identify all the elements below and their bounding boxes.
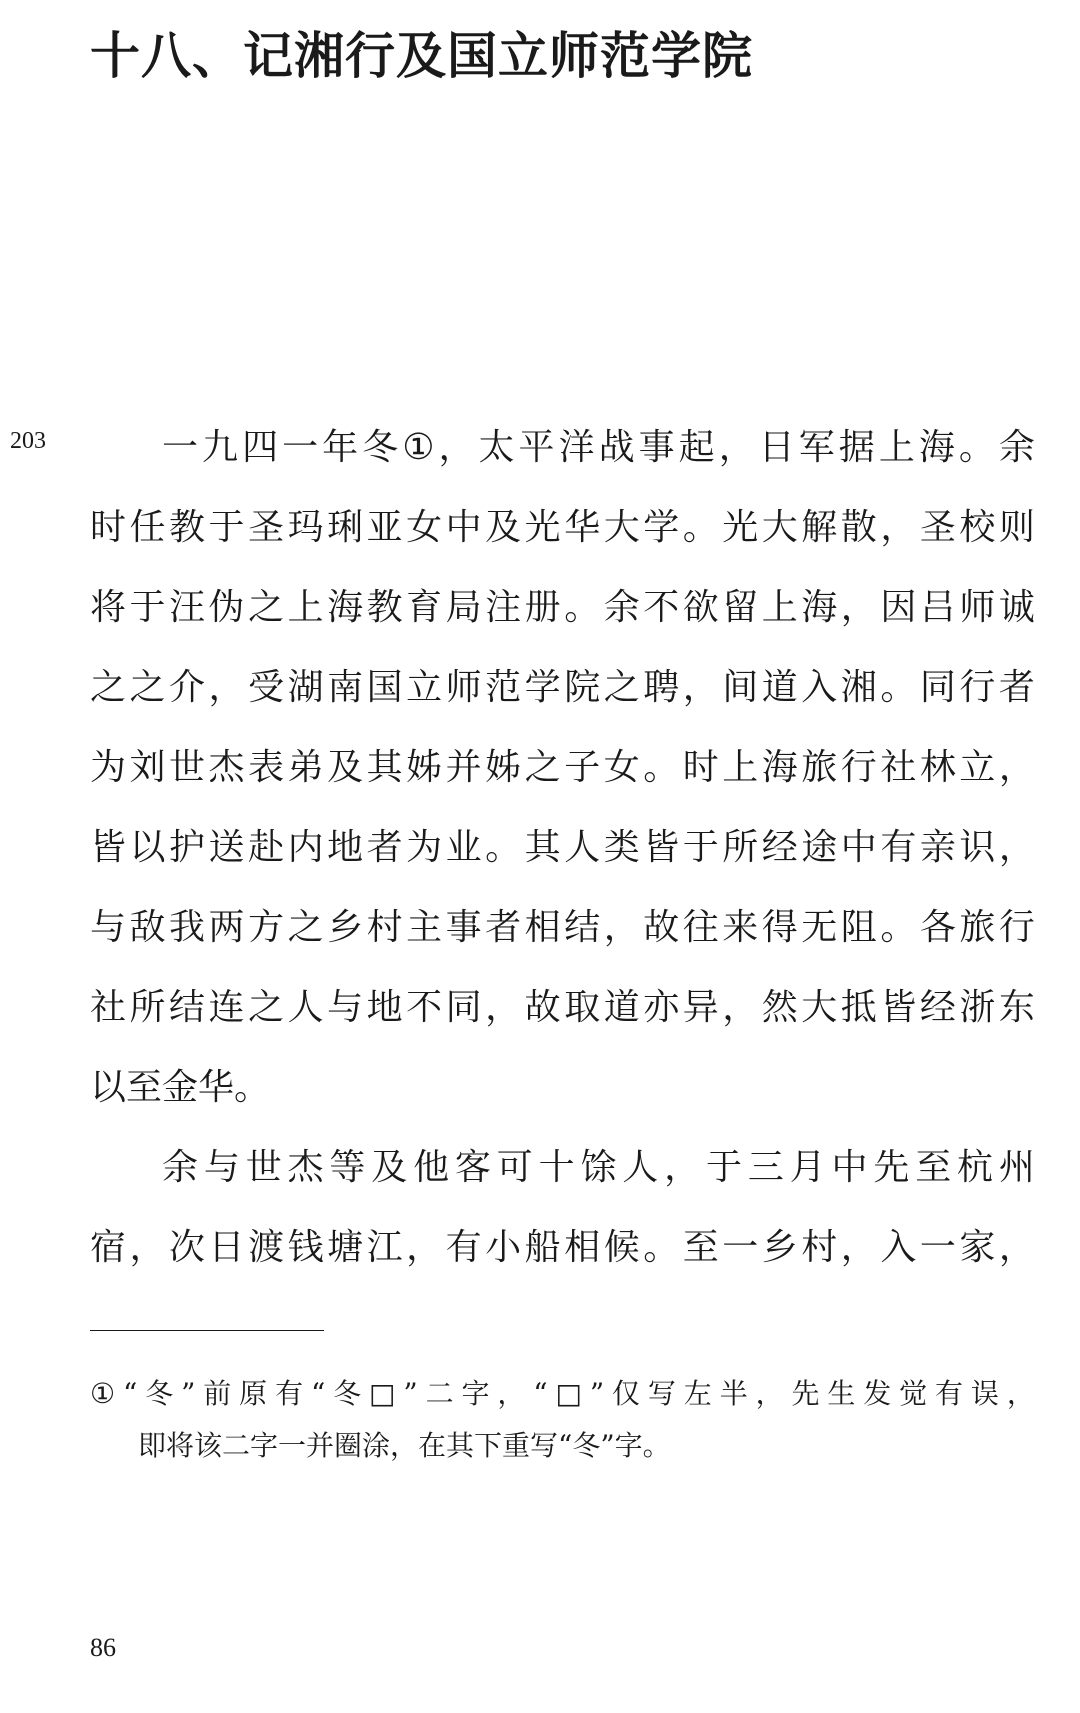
body-line: 时 任 教 于 圣 玛 琍 亚 女 中 及 光 华 大 学 。 光 大 解 散 ， 圣 校 则 — [90, 507, 1035, 548]
body-line: 宿 ， 次 日 渡 钱 塘 江 ， 有 小 船 相 候 。 至 一 乡 村 ， 入 一 家 ， — [90, 1227, 1035, 1268]
footnote-line: ① “ 冬 ” 前 原 有 “ 冬 □ ” 二 字 ， “ □ ” 仅 写 左 半 ， 先 生 发 觉 有 误 ， — [90, 1377, 1035, 1410]
body-line: 将 于 汪 伪 之 上 海 教 育 局 注 册 。 余 不 欲 留 上 海 ， 因 吕 师 诚 — [90, 587, 1035, 628]
body-line: 一 九 四 一 年 冬 ① ， 太 平 洋 战 事 起 ， 日 军 据 上 海 。 余 — [162, 427, 1035, 468]
page-number: 86 — [90, 1633, 116, 1662]
body-line: 皆 以 护 送 赴 内 地 者 为 业 。 其 人 类 皆 于 所 经 途 中 有 亲 识 ， — [90, 827, 1035, 868]
body-line: 以至金华。 — [90, 1067, 271, 1108]
body-line: 之 之 介 ， 受 湖 南 国 立 师 范 学 院 之 聘 ， 间 道 入 湘 。 同 行 者 — [90, 667, 1035, 708]
footnote-divider — [90, 1330, 324, 1331]
footnote-line: 即将该二字一并圈涂，在其下重写“冬”字。 — [138, 1429, 671, 1462]
margin-page-number: 203 — [10, 428, 46, 454]
body-text — [90, 408, 1035, 1288]
footnote — [90, 1368, 1035, 1472]
body-line: 与 敌 我 两 方 之 乡 村 主 事 者 相 结 ， 故 往 来 得 无 阻 。 各 旅 行 — [90, 907, 1035, 948]
body-line: 余 与 世 杰 等 及 他 客 可 十 馀 人 ， 于 三 月 中 先 至 杭 州 — [162, 1147, 1035, 1188]
body-line: 社 所 结 连 之 人 与 地 不 同 ， 故 取 道 亦 异 ， 然 大 抵 皆 经 浙 东 — [90, 987, 1035, 1028]
body-line: 为 刘 世 杰 表 弟 及 其 姊 并 姊 之 子 女 。 时 上 海 旅 行 社 林 立 ， — [90, 747, 1035, 788]
chapter-title: 十八、记湘行及国立师范学院 — [90, 27, 753, 85]
